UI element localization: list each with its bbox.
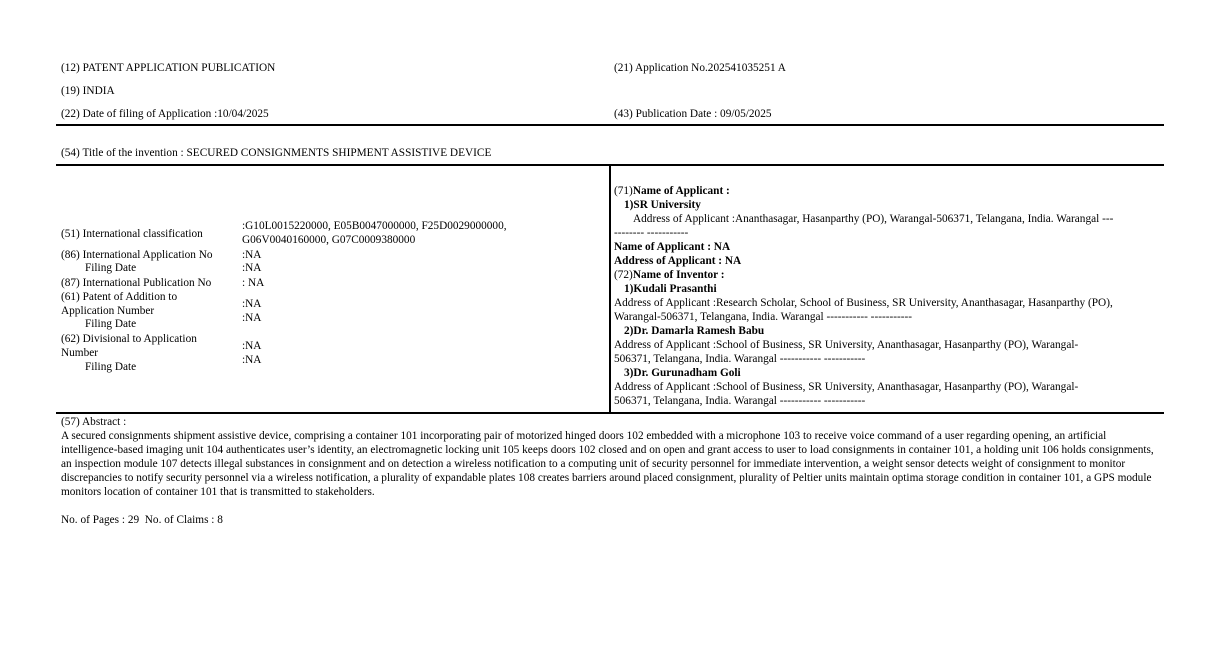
applicant-address-2: -------- -----------	[614, 227, 689, 239]
applicant-name	[614, 198, 1113, 212]
filing-date-value-2: :NA	[242, 312, 262, 324]
inventor-heading-text: Name of Inventor :	[632, 269, 725, 281]
divisional-label-2: Number	[61, 347, 99, 359]
pages-claims: No. of Pages : 29 No. of Claims : 8	[61, 514, 223, 526]
intl-app-no-value: :NA	[242, 249, 262, 261]
inventor-3-address-1: Address of Applicant :School of Business, SR University, Ananthasagar, Hasanparthy (PO), Warangal-	[614, 381, 1079, 393]
patent-addition-value: :NA	[242, 298, 262, 310]
intl-pub-no-label: (87) International Publication No	[61, 277, 212, 289]
inventor-1-address-2: Warangal-506371, Telangana, India. Warangal ----------- -----------	[614, 311, 913, 323]
inventor-2-name	[614, 324, 1113, 338]
filing-date-label-2: Filing Date	[85, 318, 137, 330]
inventor-1-name-text: 1)Kudali Prasanthi	[624, 283, 717, 295]
filing-date-label-1: Filing Date	[85, 262, 137, 274]
patent-addition-label-2: Application Number	[61, 305, 155, 317]
inventor-3-address-2: 506371, Telangana, India. Warangal ----------- -----------	[614, 395, 866, 407]
filing-date-label-3: Filing Date	[85, 361, 137, 373]
publication-date: (43) Publication Date : 09/05/2025	[614, 108, 772, 120]
intl-pub-no-value: : NA	[242, 277, 265, 289]
filing-date-value-1: :NA	[242, 262, 262, 274]
applicant-section	[614, 184, 1113, 408]
divider-vertical	[609, 165, 611, 413]
inventor-2-address-1: Address of Applicant :School of Business, SR University, Ananthasagar, Hasanparthy (PO), Warangal-	[614, 339, 1079, 351]
inventor-1-name	[614, 282, 1113, 296]
applicant-address-na	[614, 254, 1113, 268]
inventor-heading	[614, 268, 1113, 282]
filing-date: (22) Date of filing of Application :10/04/2025	[61, 108, 269, 120]
intl-class-value-2: G06V0040160000, G07C0009380000	[242, 234, 416, 246]
invention-title: (54) Title of the invention : SECURED CONSIGNMENTS SHIPMENT ASSISTIVE DEVICE	[61, 147, 492, 159]
divisional-value: :NA	[242, 340, 262, 352]
inventor-heading-prefix: (72)	[614, 269, 633, 281]
applicant-address-na-text: Address of Applicant : NA	[614, 255, 742, 267]
applicant-heading	[614, 184, 1113, 198]
intl-app-no-label: (86) International Application No	[61, 249, 213, 261]
country: (19) INDIA	[61, 85, 115, 97]
applicant-address-1: Address of Applicant :Ananthasagar, Hasanparthy (PO), Warangal-506371, Telangana, India. Warangal ---	[633, 213, 1114, 225]
applicant-heading-text: Name of Applicant :	[632, 185, 730, 197]
publication-type: (12) PATENT APPLICATION PUBLICATION	[61, 62, 276, 74]
applicant-name-text: 1)SR University	[624, 199, 701, 211]
intl-class-label: (51) International classification	[61, 228, 203, 240]
applicant-name-na	[614, 240, 1113, 254]
applicant-heading-prefix: (71)	[614, 185, 633, 197]
filing-date-value-3: :NA	[242, 354, 262, 366]
inventor-3-name-text: 3)Dr. Gurunadham Goli	[624, 367, 741, 379]
inventor-2-name-text: 2)Dr. Damarla Ramesh Babu	[624, 325, 765, 337]
inventor-2-address-2: 506371, Telangana, India. Warangal ----------- -----------	[614, 353, 866, 365]
intl-class-value-1: :G10L0015220000, E05B0047000000, F25D0029000000,	[242, 220, 507, 232]
inventor-1-address-1: Address of Applicant :Research Scholar, School of Business, SR University, Ananthasagar, Hasanparthy (PO),	[614, 297, 1113, 309]
abstract-heading: (57) Abstract :	[61, 416, 127, 428]
application-number: (21) Application No.202541035251 A	[614, 62, 786, 74]
inventor-3-name	[614, 366, 1113, 380]
divisional-label-1: (62) Divisional to Application	[61, 333, 197, 345]
patent-addition-label-1: (61) Patent of Addition to	[61, 291, 178, 303]
abstract-text: A secured consignments shipment assistive device, comprising a container 101 incorporating pair of motorized hinged doors 102 embedded with a microphone 103 to receive voice command of a user regarding opening, an artificial intelligence-based imaging unit 104 authenticates user’s identity, an electromagnetic locking unit 105 keeps doors 102 closed and on open and grant access to user to load consignments in container 101, a holding unit 106 holds consignments, an inspection module 107 detects illegal substances in consignment and on detection a wireless notification to a computing unit of security personnel for immediate intervention, a weight sensor detects weight of consignment to monitor discrepancies to notify security personnel via a wireless notification, a plurality of expandable plates 108 creates barriers around placed consignment, plurality of Peltier units maintain optima storage condition in container 101, a GPS module monitors location of container 101 that is transmitted to stakeholders.	[61, 430, 1154, 498]
applicant-name-na-text: Name of Applicant : NA	[614, 241, 731, 253]
divider-abstract	[56, 412, 1164, 414]
divider-top	[56, 124, 1164, 126]
